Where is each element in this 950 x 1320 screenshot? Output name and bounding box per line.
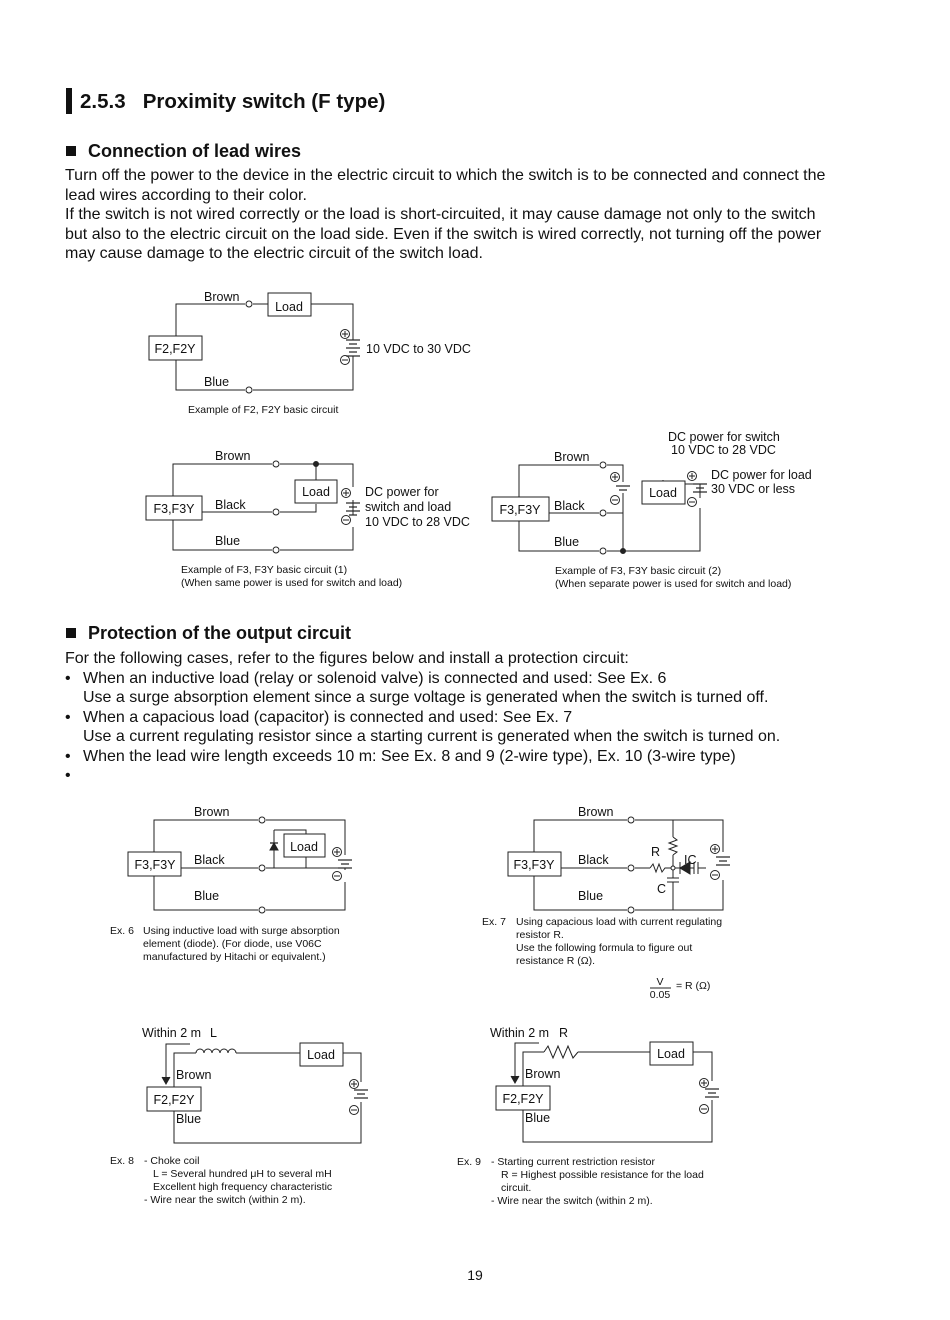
ex9-caption-line: R = Highest possible resistance for the load — [501, 1169, 704, 1181]
switch-label: F3,F3Y — [153, 502, 195, 516]
paragraph-line: Turn off the power to the device in the electric circuit to which the switch is to be connected and connect the — [65, 167, 826, 184]
plus-icon — [350, 1080, 359, 1089]
switch-label: F2,F2Y — [153, 1093, 195, 1107]
load-power-line: 30 VDC or less — [711, 482, 796, 496]
brown-label: Brown — [194, 805, 230, 819]
formula-denominator: 0.05 — [649, 989, 671, 1001]
ex6-caption-line: element (diode). (For diode, use V06C — [143, 938, 322, 950]
plus-icon — [611, 473, 620, 482]
battery-icon — [346, 340, 360, 356]
within-label: Within 2 m — [142, 1026, 202, 1040]
load-label: Load — [302, 485, 330, 499]
paragraph-line: lead wires according to their color. — [65, 186, 307, 204]
resistor-r-label: R — [559, 1026, 569, 1040]
switch-label: F3,F3Y — [499, 503, 541, 517]
ex8-caption-line: Excellent high frequency characteristic — [153, 1181, 333, 1193]
brown-label: Brown — [176, 1068, 212, 1082]
ex8-caption-line: - Wire near the switch (within 2 m). — [144, 1194, 306, 1206]
minus-icon — [611, 496, 620, 505]
switch-battery-icon — [616, 486, 630, 490]
ex9-restriction-resistor-circuit — [457, 1026, 719, 1207]
battery-icon — [716, 857, 730, 865]
blue-label: Blue — [194, 889, 220, 903]
coil-l-label: L — [210, 1026, 217, 1040]
black-label: Black — [194, 853, 225, 867]
load-label: Load — [290, 840, 318, 854]
protection-heading-text: Protection of the output circuit — [88, 623, 351, 643]
ex9-caption-line: - Starting current restriction resistor — [491, 1156, 655, 1168]
switch-power-line: DC power for switch — [668, 430, 780, 444]
blue-label: Blue — [525, 1111, 551, 1125]
fig1-caption: Example of F2, F2Y basic circuit — [188, 404, 339, 416]
black-label: Black — [215, 498, 246, 512]
formula-result: = R (Ω) — [676, 980, 711, 992]
capacitor-c-label: C — [657, 882, 667, 896]
bullet-item: • When an inductive load (relay or solenoid valve) is connected and used: See Ex. 6 — [65, 669, 667, 687]
minus-icon — [341, 356, 350, 365]
resistor-r-label: R — [651, 845, 661, 859]
ic-label: IC — [684, 853, 697, 867]
brown-label: Brown — [525, 1067, 561, 1081]
power-label-line: DC power for — [365, 485, 439, 499]
minus-icon — [333, 872, 342, 881]
ex6-caption-line: Using inductive load with surge absorption — [143, 925, 340, 937]
brown-label: Brown — [578, 805, 614, 819]
section-number: 2.5.3 — [80, 90, 126, 113]
brown-label: Brown — [554, 450, 590, 464]
plus-icon — [711, 845, 720, 854]
load-power-line: DC power for load — [711, 468, 812, 482]
fig3-caption-line: (When separate power is used for switch and load) — [555, 578, 792, 590]
bullet-item: • When a capacious load (capacitor) is connected and used: See Ex. 7 — [65, 708, 573, 726]
ex7-caption-line: Using capacious load with current regulating — [516, 916, 723, 928]
ex6-label: Ex. 6 — [110, 925, 134, 937]
load-label: Load — [275, 300, 303, 314]
ex8-choke-coil-circuit — [110, 1026, 368, 1206]
load-label: Load — [657, 1047, 685, 1061]
fig2-caption-line: Example of F3, F3Y basic circuit (1) — [181, 564, 348, 576]
power-label-line: 10 VDC to 28 VDC — [365, 515, 470, 529]
blue-label: Blue — [578, 889, 604, 903]
switch-label: F2,F2Y — [154, 342, 196, 356]
connection-heading-text: Connection of lead wires — [88, 141, 302, 161]
fig2-f3-circuit-same-power — [146, 449, 470, 589]
minus-icon — [350, 1106, 359, 1115]
page-number: 19 — [467, 1267, 483, 1283]
paragraph-line: may cause damage to the electric circuit of the switch load. — [65, 245, 483, 262]
section-title-text: Proximity switch (F type) — [142, 90, 386, 113]
plus-icon — [341, 330, 350, 339]
ex7-caption-line: resistance R (Ω). — [516, 955, 596, 967]
switch-label: F3,F3Y — [513, 858, 555, 872]
bullet-item: • When the lead wire length exceeds 10 m: See Ex. 8 and 9 (2-wire type), Ex. 10 (3-wire type) — [65, 747, 736, 765]
battery-icon — [705, 1089, 719, 1097]
black-label: Black — [578, 853, 609, 867]
fig1-f2-basic-circuit — [149, 290, 471, 416]
black-label: Black — [554, 499, 585, 513]
switch-power-line: 10 VDC to 28 VDC — [671, 443, 776, 457]
voltage-label: 10 VDC to 30 VDC — [366, 342, 471, 356]
battery-icon — [354, 1090, 368, 1098]
paragraph-line: but also to the electric circuit on the load side. Even if the switch is wired correctly, not turning off the power — [65, 225, 822, 243]
paragraph-line: If the switch is not wired correctly or the load is short-circuited, it may cause damage not only to the switch — [65, 206, 816, 223]
ex7-capacious-load-circuit — [482, 805, 730, 1001]
switch-label: F3,F3Y — [134, 858, 176, 872]
ex7-caption-line: Use the following formula to figure out — [516, 942, 693, 954]
plus-icon — [700, 1079, 709, 1088]
fig3-f3-circuit-separate-power — [492, 430, 812, 590]
blue-label: Blue — [215, 534, 241, 548]
switch-label: F2,F2Y — [502, 1092, 544, 1106]
bullet-sub: Use a surge absorption element since a surge voltage is generated when the switch is turned off. — [83, 689, 769, 706]
power-label-line: switch and load — [365, 500, 452, 514]
bullet-sub: Use a current regulating resistor since a starting current is generated when the switch is turned on. — [83, 728, 781, 745]
brown-label: Brown — [215, 449, 251, 463]
ex8-caption-line: L = Several hundred μH to several mH — [153, 1168, 332, 1180]
minus-icon — [700, 1105, 709, 1114]
load-label: Load — [649, 486, 677, 500]
ex7-caption-line: resistor R. — [516, 929, 564, 941]
ex8-caption-line: - Choke coil — [144, 1155, 200, 1167]
within-label: Within 2 m — [490, 1026, 550, 1040]
formula-numerator: V — [656, 976, 664, 988]
minus-icon — [688, 498, 697, 507]
protection-intro: For the following cases, refer to the figures below and install a protection circuit: — [65, 650, 629, 667]
ex9-caption-line: circuit. — [501, 1182, 532, 1194]
protection-paragraph: For the following cases, refer to the figures below and install a protection circuit: • When an inductive load (relay or solenoid valve) is connected and used: See Ex. 6 Use a surge absorption element since a surge voltage is generated when the switch is turned off. • When a capacious load (capacitor) is connected and used: See Ex. 7 Use a current regulating resistor since a starting current is generated when the switch is turned on. • When the lead wire length exceeds 10 m: See Ex. 8 and 9 (2-wire type), Ex. 10 (3-wire type) • — [65, 650, 781, 784]
ex9-caption-line: - Wire near the switch (within 2 m). — [491, 1195, 653, 1207]
ex9-label: Ex. 9 — [457, 1156, 481, 1168]
ex6-inductive-load-circuit — [110, 805, 352, 963]
blue-label: Blue — [204, 375, 230, 389]
blue-label: Blue — [554, 535, 580, 549]
minus-icon — [711, 871, 720, 880]
fig2-caption-line: (When same power is used for switch and load) — [181, 577, 403, 589]
load-label: Load — [307, 1048, 335, 1062]
ex6-caption-line: manufactured by Hitachi or equivalent.) — [143, 951, 326, 963]
plus-icon — [333, 848, 342, 857]
ex8-label: Ex. 8 — [110, 1155, 134, 1167]
ex7-label: Ex. 7 — [482, 916, 506, 928]
minus-icon — [342, 516, 351, 525]
brown-label: Brown — [204, 290, 240, 304]
fig3-caption-line: Example of F3, F3Y basic circuit (2) — [555, 565, 722, 577]
plus-icon — [342, 489, 351, 498]
plus-icon — [688, 472, 697, 481]
battery-icon — [338, 860, 352, 868]
blue-label: Blue — [176, 1112, 202, 1126]
